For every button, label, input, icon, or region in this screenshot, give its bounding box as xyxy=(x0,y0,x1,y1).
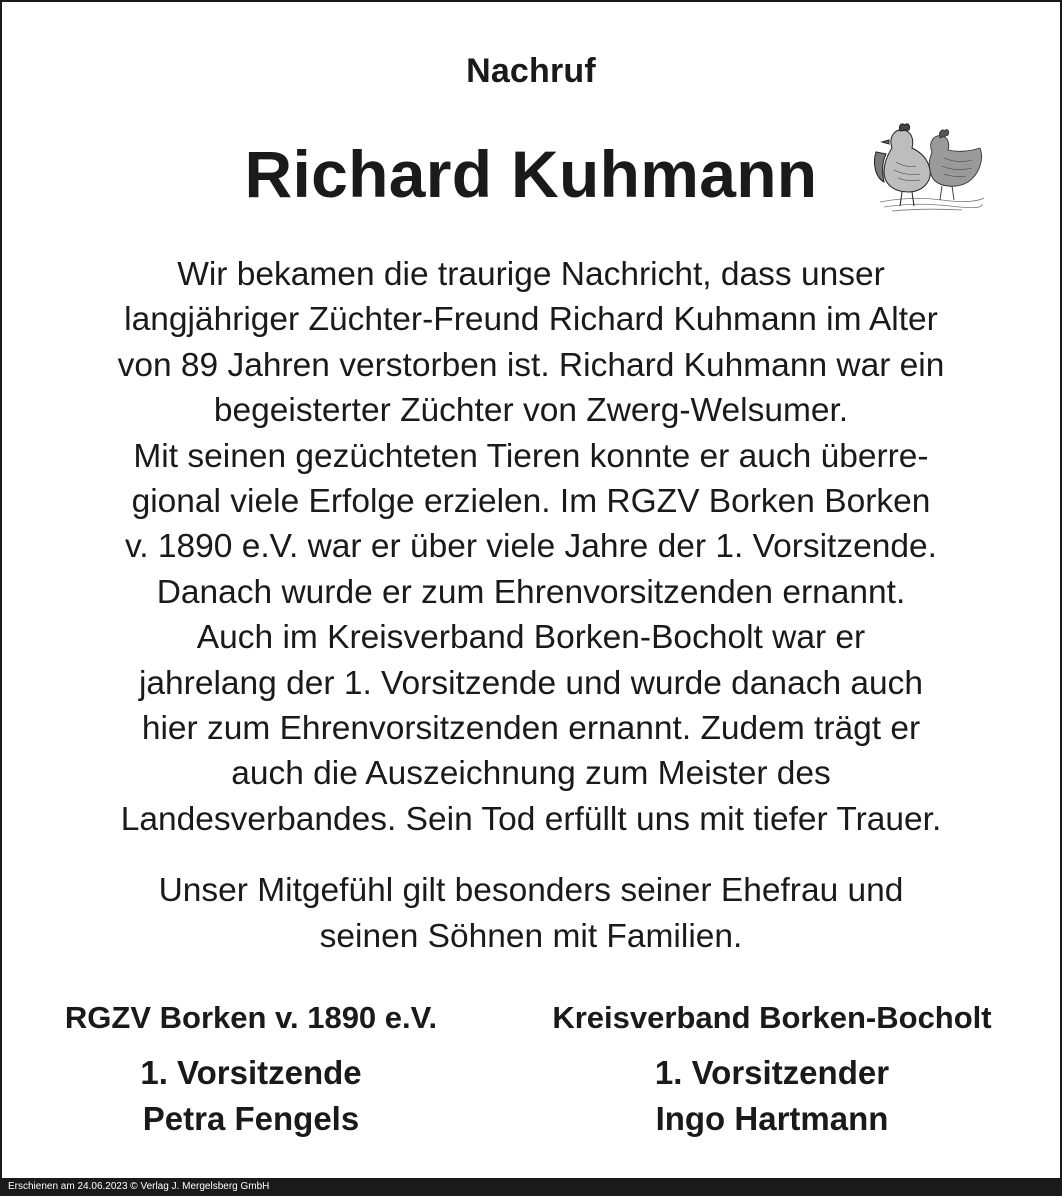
text-line: Landesverbandes. Sein Tod erfüllt uns mit tiefer Trauer. xyxy=(120,800,942,838)
obituary-text xyxy=(40,252,1022,842)
text-line: hier zum Ehrenvorsitzenden ernannt. Zudem trägt er xyxy=(141,710,921,748)
text-line: Mit seinen gezüchteten Tieren konnte er auch überre- xyxy=(133,437,929,475)
deceased-name: Richard Kuhmann xyxy=(244,137,818,211)
signature-left xyxy=(20,996,482,1142)
text-line: gional viele Erfolge erzielen. Im RGZV Borken Borken xyxy=(131,483,931,521)
text-line: begeisterter Züchter von Zwerg-Welsumer. xyxy=(213,392,849,430)
text-line: Danach wurde er zum Ehrenvorsitzenden ernannt. xyxy=(156,573,906,611)
publication-footer: Erschienen am 24.06.2023 © Verlag J. Mergelsberg GmbH xyxy=(0,1178,1062,1196)
text-line: auch die Auszeichnung zum Meister des xyxy=(231,755,831,793)
text-line: Auch im Kreisverband Borken-Bocholt war er xyxy=(196,619,866,657)
signature-person: Ingo Hartmann xyxy=(655,1100,889,1137)
signature-role: 1. Vorsitzender xyxy=(654,1054,890,1091)
text-line: langjähriger Züchter-Freund Richard Kuhmann im Alter xyxy=(124,301,938,339)
text-line: Unser Mitgefühl gilt besonders seiner Ehefrau und xyxy=(158,872,904,909)
notice-heading: Nachruf xyxy=(466,52,596,90)
signature-organization: Kreisverband Borken-Bocholt xyxy=(552,1000,992,1035)
signature-right xyxy=(522,996,1022,1142)
chickens-illustration-icon xyxy=(872,122,990,214)
text-line: jahrelang der 1. Vorsitzende und wurde danach auch xyxy=(138,664,924,702)
condolence-text xyxy=(40,868,1022,960)
text-line: Wir bekamen die traurige Nachricht, dass unser xyxy=(177,256,885,293)
signature-person: Petra Fengels xyxy=(142,1100,360,1137)
signature-role: 1. Vorsitzende xyxy=(140,1054,362,1091)
text-line: von 89 Jahren verstorben ist. Richard Kuhmann war ein xyxy=(117,346,945,384)
signature-organization: RGZV Borken v. 1890 e.V. xyxy=(64,1000,438,1035)
text-line: seinen Söhnen mit Familien. xyxy=(319,918,743,955)
text-line: v. 1890 e.V. war er über viele Jahre der 1. Vorsitzende. xyxy=(125,528,937,566)
